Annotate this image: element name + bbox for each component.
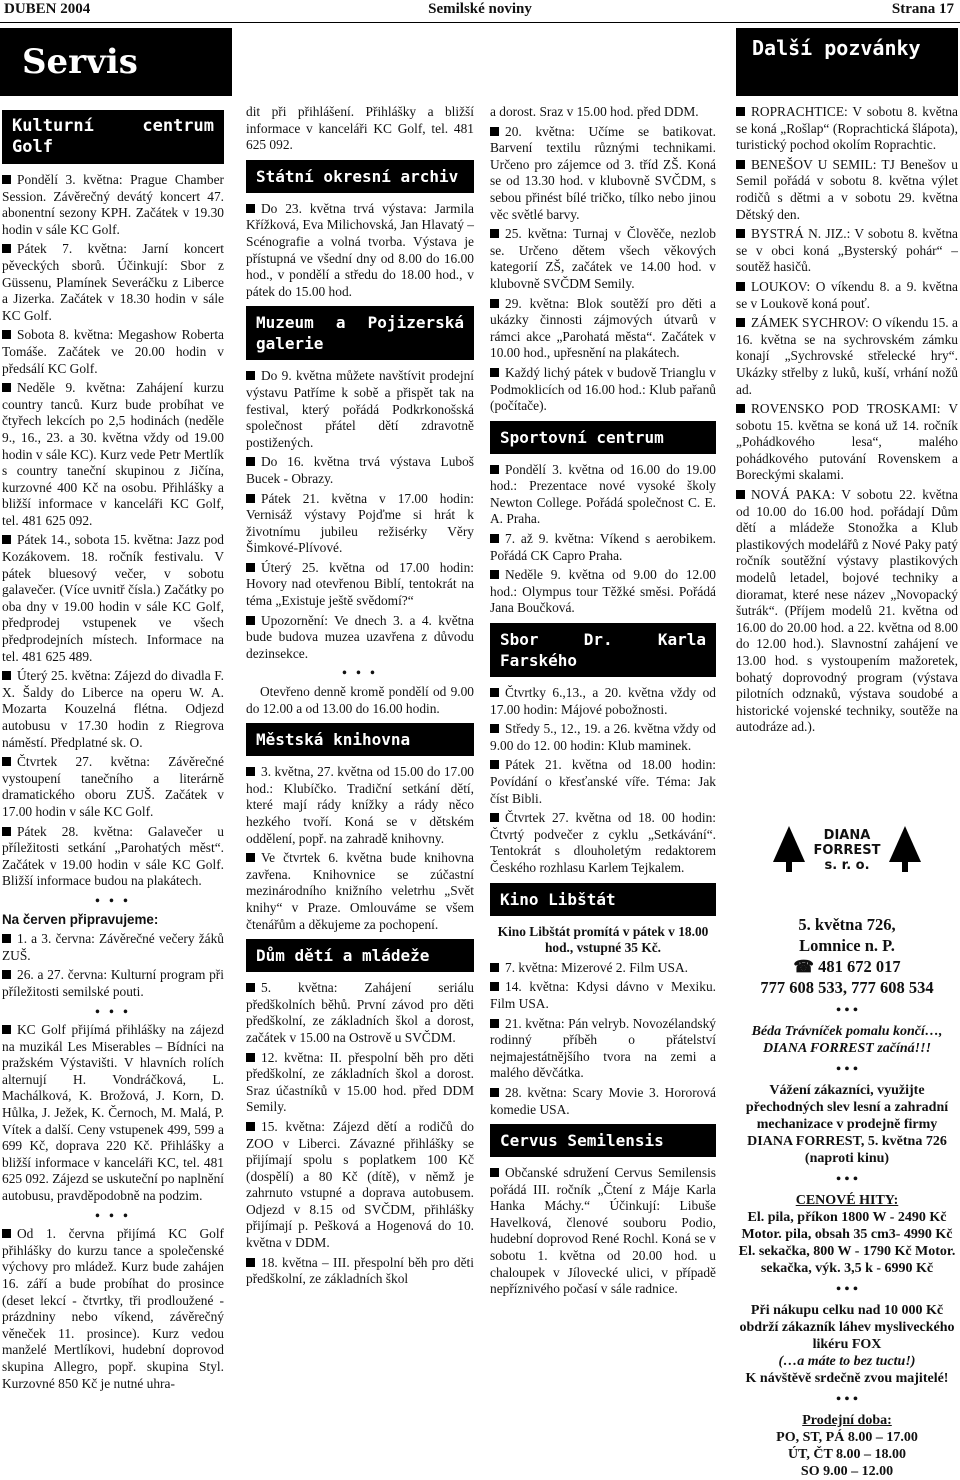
- list-item: 25. května: Turnaj v Člověče, nezlob se. Určeno dětem všech věkových kategorií ZŠ, začátek ve 14.00 hod. v klubovně SVČDM Semily.: [490, 226, 716, 291]
- diana-forrest-ad: [736, 798, 958, 1479]
- bullet-icon: [2, 175, 11, 184]
- bullet-icon: [246, 1258, 255, 1267]
- bullet-icon: [490, 1019, 499, 1028]
- bullet-icon: [490, 465, 499, 474]
- ad-address: Lomnice n. P.: [799, 936, 895, 955]
- list-item: Pátek 14., sobota 15. května: Jazz pod Kozákovem. 18. ročník festivalu. V pátek bluesový večer, v sobotu galavečer. (Více uvnitř čísla.) Začátky po oba dny v 19.00 hodin v sále KC Golf, předprodej vstupenek ve všech předprodejních místech. Informace na tel. 481 625 489.: [2, 532, 224, 664]
- separator: • • •: [95, 1207, 131, 1223]
- bullet-icon: [490, 963, 499, 972]
- bullet-icon: [490, 724, 499, 733]
- bullet-icon: [490, 534, 499, 543]
- list-item: NOVÁ PAKA: V sobotu 22. května od 10.00 do 16.00 hod. pořádají Dům dětí a mládeže Stonožka a Klub plastikových modelářů z Nové Paky patý ročník soutěžní výstavy plastikových modelů letadel, bojové techniky a dioramat, které nese název „Novopacký šutrák“. (Příjem modelů 21. května od 16.00 do 20.00 hod. a 22. května od 8.00 do 12.00 hod.). Slavnostní zahájení ve 13.00 hod. s vystoupením mažoretek, bohatý doprovodný program (výstava pilotních odznaků, výstava soudobé a historické vojenské techniky, soutěže na autodráze ad.).: [736, 487, 958, 735]
- bullet-icon: [736, 282, 745, 291]
- bullet-icon: [2, 1229, 11, 1238]
- ad-hours: ÚT, ČT 8.00 – 18.00: [787, 1447, 907, 1462]
- bullet-icon: [2, 970, 11, 979]
- ad-slogan: Béda Trávníček pomalu končí…, DIANA FORREST začíná!!!: [751, 1024, 943, 1056]
- bullet-icon: [490, 1088, 499, 1097]
- separator: • • •: [95, 892, 131, 908]
- list-item: 5. května: Zahájení seriálu předškolních běhů. První závod pro děti předškolní, ze základních škol a dorost, začátek v 15.00 na Ostrově u SVČDM.: [246, 980, 474, 1045]
- column-1: [2, 104, 224, 1395]
- bullet-icon: [490, 127, 499, 136]
- section-knihovna: Městská knihovna: [246, 723, 474, 756]
- list-item: Neděle 9. května od 9.00 do 12.00 hod.: Olympus tour Těžké směsi. Pořádá Jana Boučková.: [490, 567, 716, 616]
- ad-hours: SO 9.00 – 12.00: [800, 1464, 894, 1479]
- bullet-icon: [490, 688, 499, 697]
- list-item: ROVENSKO POD TROSKAMI: V sobotu 15. května se koná už 14. ročník „Pohádkového lesa“, malého pohádkového putování Rovenskem a Boreckými skalami.: [736, 401, 958, 483]
- list-item: ZÁMEK SYCHROV: O víkendu 15. a 16. května se na sychrovském zámku konají „Sychrovské střelecké hry“. Ukázky střelby z luků, kuší, vrhání nožů ad.: [736, 315, 958, 397]
- column-4: [736, 104, 958, 739]
- list-item: Pátek 21. května od 18.00 hodin: Povídání o křesťanské víře. Téma: Jak číst Bibli.: [490, 757, 716, 806]
- list-item: Do 23. května trvá výstava: Jarmila Křížková, Eva Milichovská, Jan Hlavatý – Scénografie a volná tvorba. Výstava je přístupná ve všední dny od 8.00 do 16.00 hod., v pondělí a středu do 18.00 hod., v pátek do 15.00 hod.: [246, 200, 474, 299]
- list-item: 12. května: II. přespolní běh pro děti předškolní, ze základních škol a dorost. Sraz účastníků v 15.00 hod. před DDM Semily.: [246, 1049, 474, 1115]
- bullet-icon: [490, 760, 499, 769]
- newspaper-name: Semilské noviny: [428, 1, 532, 17]
- bullet-icon: [2, 671, 11, 680]
- list-item: Pátek 21. května v 17.00 hodin: Vernisáž výstavy Pojďme si hrát k životnímu jubileu režisérky Věry Šimkové-Plívové.: [246, 490, 474, 556]
- bullet-icon: [2, 757, 11, 766]
- dalsi-pozvanky-title: Další pozvánky: [736, 28, 958, 96]
- list-item: 18. května – III. přespolní běh pro děti předškolní, ze základních škol: [246, 1254, 474, 1287]
- bullet-icon: [2, 330, 11, 339]
- list-item: Pátek 7. května: Jarní koncert pěveckých sborů. Účinkují: Sbor z Güssenu, Plamínek Severáčku z Liberce a Jizerka. Začátek v 18.30 hodin v sále KC Golf.: [2, 241, 224, 323]
- section-ddm: Dům dětí a mládeže: [246, 939, 474, 972]
- logo-text: DIANA: [823, 828, 871, 843]
- bullet-icon: [2, 934, 11, 943]
- bullet-icon: [2, 535, 11, 544]
- kino-heading: Kino Libštát promítá v pátek v 18.00 hod., vstupné 35 Kč.: [497, 923, 709, 956]
- page-header: [0, 0, 960, 23]
- list-item: BENEŠOV U SEMIL: TJ Benešov u Semil pořádá v sobotu 8. května výlet rodičů s dětmi a v sobotu 29. května Dětský den.: [736, 156, 958, 222]
- bullet-icon: [490, 982, 499, 991]
- list-item: 15. května: Zájezd dětí a rodičů do ZOO v Liberci. Závazné přihlášky se přijímají spolu s poplatkem 100 Kč (dospělí) a 80 Kč (dítě), v němž je zahrnuto vstupné a doprava autobusem. Odjezd v 8.15 od SVČDM, přihlášky přijímají p. Pešková a Hogenová do 10. května v DDM.: [246, 1118, 474, 1251]
- bullet-icon: [736, 107, 745, 116]
- bullet-icon: [246, 616, 255, 625]
- list-item: Každý lichý pátek v budově Trianglu v Podmoklicích od 16.00 hod.: Klub pařanů (počítače).: [490, 364, 716, 414]
- ad-invite: Vážení zákazníci, využijte přechodných slev lesní a zahradní mechanizace v prodejně firmy DIANA FORREST, 5. května 726 (naproti kinu): [745, 1083, 949, 1166]
- section-archiv: Státní okresní archiv: [246, 160, 474, 193]
- section-farsky: Sbor Dr. Karla Farského: [490, 623, 716, 677]
- bullet-icon: [490, 229, 499, 238]
- separator: • • •: [95, 1003, 131, 1019]
- section-muzeum: Muzeum a Pojizerská galerie: [246, 306, 474, 360]
- bullet-icon: [2, 1025, 11, 1034]
- ad-prices-heading: CENOVÉ HITY:: [795, 1193, 899, 1208]
- ad-address: 5. května 726,: [798, 915, 896, 934]
- bullet-icon: [490, 813, 499, 822]
- ad-phone: 777 608 533, 777 608 534: [760, 978, 934, 997]
- ad-phone: ☎ 481 672 017: [793, 957, 901, 976]
- separator: • • •: [836, 1003, 858, 1018]
- list-item: 7. až 9. května: Víkend s aerobikem. Pořádá CK Capro Praha.: [490, 531, 716, 563]
- opening-hours: Otevřeno denně kromě pondělí od 9.00 do 12.00 a od 13.00 do 16.00 hodin.: [246, 684, 474, 716]
- bullet-icon: [246, 1122, 255, 1131]
- section-cervus: Cervus Semilensis: [490, 1124, 716, 1157]
- bullet-icon: [246, 983, 255, 992]
- list-item: Od 1. června přijímá KC Golf přihlášky do kurzu tance a společenské výchovy pro mládež. Kurz bude zahájen 16. září a bude probíhat do prosince (deset lekcí - čtvrtky, tři prodloužené - prázdniny nebo víkend, závěrečný věneček 11. prosince). Kurz vedou manželé Mertlíkovi, hudební doprovod skupina Allegro, popř. skupina Styl. Kurzovné 850 Kč je nutné uhra-: [2, 1226, 224, 1391]
- list-item: ROPRACHTICE: V sobotu 8. května se koná „Rošlap“ (Roprachtická šlápota), turistický pochod okolím Roprachtic.: [736, 104, 958, 153]
- bullet-icon: [2, 244, 11, 253]
- list-item: Do 9. května můžete navštívit prodejní výstavu Patříme k sobě a přispět tak na festival, který pořádá Podkrkonošská společnost přátel dětí zdravotně postižených.: [246, 368, 474, 450]
- bullet-icon: [736, 490, 745, 499]
- list-item: Upozornění: Ve dnech 3. a 4. května bude budova muzea uzavřena z důvodu dezinsekce.: [246, 612, 474, 661]
- list-item: Pátek 28. května: Galavečer u příležitosti setkání „Parohatých měst“. Začátek v 19.00 hodin v sále KC Golf. Bližší informace budou na plakátech.: [2, 823, 224, 889]
- ad-prices: El. pila, příkon 1800 W - 2490 Kč Motor. pila, obsah 35 cm3- 4990 Kč El. sekačka, 800 W - 1790 Kč Motor. sekačka, výk. 3,5 k - 6990 Kč: [738, 1210, 956, 1276]
- list-item: BYSTRÁ N. JIZ.: V sobotu 8. května se v obci koná „Bysterský pohár“ – soutěž hasičů.: [736, 226, 958, 275]
- separator: • • •: [836, 1172, 858, 1187]
- list-item: KC Golf přijímá přihlášky na zájezd na muzikál Les Miserables – Bídníci na pražském Výstavišti. V hlavních rolích alternují H. Vondráčková, L. Machálková, K. Brožová, J. Korn, D. Hůlka, J. Ježek, K. Černoch, M. Malá, P. Vítek a další. Ceny vstupenek 499, 599 a 699 Kč, doprava 220 Kč. Přihlášky a bližší informace v kanceláři KC, tel. 481 625 092. Zájezd se uskuteční po naplnění autobusu, pravděpodobně na podzim.: [2, 1022, 225, 1204]
- separator: • • •: [836, 1062, 858, 1077]
- bullet-icon: [490, 299, 499, 308]
- bullet-icon: [246, 494, 255, 503]
- ad-hours: PO, ST, PÁ 8.00 – 17.00: [776, 1430, 918, 1445]
- ad-hours-heading: Prodejní doba:: [802, 1413, 892, 1428]
- list-item: Neděle 9. května: Zahájení kurzu country tanců. Kurz bude probíhat ve čtyřech lekcích po 2,5 hodinách (neděle 9., 16., 23. a 30. května vždy od 19.00 hodin v sále KC). Kurz vede Petr Mertlík s country taneční skupinou z Jičína, kurzovné 400 Kč na osobu. Přihlášky a bližší informace v kanceláři KC Golf, tel. 481 625 092.: [2, 380, 224, 528]
- bullet-icon: [246, 853, 255, 862]
- section-kino: Kino Libštát: [490, 883, 716, 916]
- bullet-icon: [736, 160, 745, 169]
- list-item: Pondělí 3. května: Prague Chamber Session. Závěrečný devátý koncert 47. abonentní sezony KPH. Začátek v 19.30 hodin v sále KC Golf.: [2, 172, 224, 237]
- bullet-icon: [246, 204, 255, 213]
- list-item: Úterý 25. května od 17.00 hodin: Hovory nad otevřenou Biblí, tentokrát na téma „Existuje ještě svědomí?“: [246, 559, 474, 609]
- bullet-icon: [246, 563, 255, 572]
- section-kc-golf: Kulturní centrum Golf: [2, 110, 224, 164]
- continued-text: dit při přihlášení. Přihlášky a bližší informace v kanceláři KC Golf, tel. 481 625 092.: [246, 104, 474, 153]
- bullet-icon: [736, 404, 745, 413]
- bullet-icon: [490, 1168, 499, 1177]
- logo-text: s. r. o.: [824, 858, 870, 873]
- list-item: 14. května: Kdysi dávno v Mexiku. Film USA.: [490, 979, 716, 1011]
- bullet-icon: [246, 457, 255, 466]
- bullet-icon: [490, 368, 499, 377]
- list-item: Sobota 8. května: Megashow Roberta Tomáše. Začátek ve 20.00 hodin v předsálí KC Golf.: [2, 327, 224, 376]
- bullet-icon: [246, 767, 255, 776]
- bullet-icon: [246, 371, 255, 380]
- list-item: Do 16. května trvá výstava Luboš Bucek - Obrazy.: [246, 454, 474, 486]
- ad-bonus-note: (…a máte to bez tuctu!): [778, 1354, 916, 1369]
- separator: • • •: [836, 1282, 858, 1297]
- separator: • • •: [342, 665, 378, 681]
- bullet-icon: [736, 318, 745, 327]
- list-item: 29. května: Blok soutěží pro děti a ukázky činnosti zájmových útvarů v rámci akce „Parohatá města“. Začátek v 10.00 hod., upřesnění na plakátech.: [490, 295, 716, 361]
- diana-forrest-logo: [767, 822, 927, 886]
- bullet-icon: [736, 229, 745, 238]
- bullet-icon: [490, 570, 499, 579]
- list-item: 26. a 27. června: Kulturní program při příležitosti semilské pouti.: [2, 967, 224, 999]
- column-3: [490, 104, 716, 1301]
- list-item: 7. května: Mizerové 2. Film USA.: [490, 960, 716, 977]
- list-item: Pondělí 3. května od 16.00 do 19.00 hod.: Prezentace nové vysoké školy Newton College. Pořádá společnost C. E. A. Praha.: [490, 461, 716, 527]
- list-item: Čtvrtky 6.,13., a 20. května vždy od 17.00 hodin: Májové pobožnosti.: [490, 685, 716, 717]
- list-item: Občanské sdružení Cervus Semilensis pořádá III. ročník „Čtení z Máje Karla Hanka Máchy.“ Účinkují: Libuše Havelková, členové souboru Podio, hudební doprovod René Rochl. Koná se v sobotu 1. května od 20.00 hod. u chaloupek v Jílovecké ulici, v případě nepříznivého počasí v sále radnice.: [490, 1165, 716, 1297]
- continued-text: a dorost. Sraz v 15.00 hod. před DDM.: [490, 104, 699, 119]
- cerven-heading: Na červen připravujeme:: [2, 911, 159, 927]
- ad-bonus: Při nákupu celku nad 10 000 Kč obdrží zákazník láhev mysliveckého likéru FOX: [739, 1303, 955, 1352]
- list-item: Středy 5., 12., 19. a 26. května vždy od 9.00 do 12. 00 hodin: Klub maminek.: [490, 721, 716, 753]
- logo-text: FORREST: [813, 843, 881, 858]
- list-item: 20. května: Učíme se batikovat. Barvení textilu různými technikami. Určeno pro zájemce od 3. tříd ZŠ. Koná se od 13.30 hod. v klubovně SVČDM, s sebou přinést bílé tričko, tílko nebo jinou věc světlé barvy.: [490, 123, 716, 222]
- ad-welcome: K návštěvě srdečně zvou majitelé!: [745, 1371, 949, 1386]
- bullet-icon: [2, 383, 11, 392]
- list-item: Čtvrtek 27. května od 18. 00 hodin: Čtvrtý podvečer z cyklu „Setkávání“. Tentokrát s dlouholetým redaktorem Českého rozhlasu Karlem Tejkalem.: [490, 810, 716, 875]
- issue-date: DUBEN 2004: [4, 1, 91, 17]
- list-item: 28. května: Scary Movie 3. Hororová komedie USA.: [490, 1084, 716, 1117]
- bullet-icon: [246, 1053, 255, 1062]
- list-item: 21. května: Pán velryb. Novozélandský rodinný příběh o přátelství nejmajestátnějšího tvora na zemi a malého děvčátka.: [490, 1015, 716, 1081]
- page-number: Strana 17: [891, 1, 954, 17]
- column-2: [246, 104, 474, 1291]
- list-item: Úterý 25. května: Zájezd do divadla F. X. Šaldy do Liberce na operu W. A. Mozarta Kouzelná flétna. Odjezd autobusu v 17.30 hodin z Riegrova náměstí. Předplatné sk. O.: [2, 668, 224, 750]
- list-item: Čtvrtek 27. května: Závěrečné vystoupení tanečního a literárně dramatického oboru ZUŠ. Začátek v 17.00 hodin v sále KC Golf.: [2, 754, 224, 819]
- separator: • • •: [836, 1392, 858, 1407]
- bullet-icon: [2, 827, 11, 836]
- section-sport: Sportovní centrum: [490, 421, 716, 454]
- list-item: 1. a 3. června: Závěrečné večery žáků ZUŠ.: [2, 931, 224, 963]
- list-item: LOUKOV: O víkendu 8. a 9. května se v Loukově koná pouť.: [736, 278, 958, 311]
- servis-title: Servis: [0, 28, 232, 96]
- list-item: Ve čtvrtek 6. května bude knihovna zavřena. Knihovnice se zúčastní mezinárodního knižního veletrhu „Svět knihy“ v Praze. Omlouváme se všem čtenářům a děkujeme za pochopení.: [246, 850, 474, 932]
- list-item: 3. května, 27. května od 15.00 do 17.00 hod.: Klubíčko. Tradiční setkání dětí, které mají rády knížky a rády něco hezkého tvoří. Koná se v dětském oddělení, popř. na zahradě knihovny.: [246, 764, 474, 846]
